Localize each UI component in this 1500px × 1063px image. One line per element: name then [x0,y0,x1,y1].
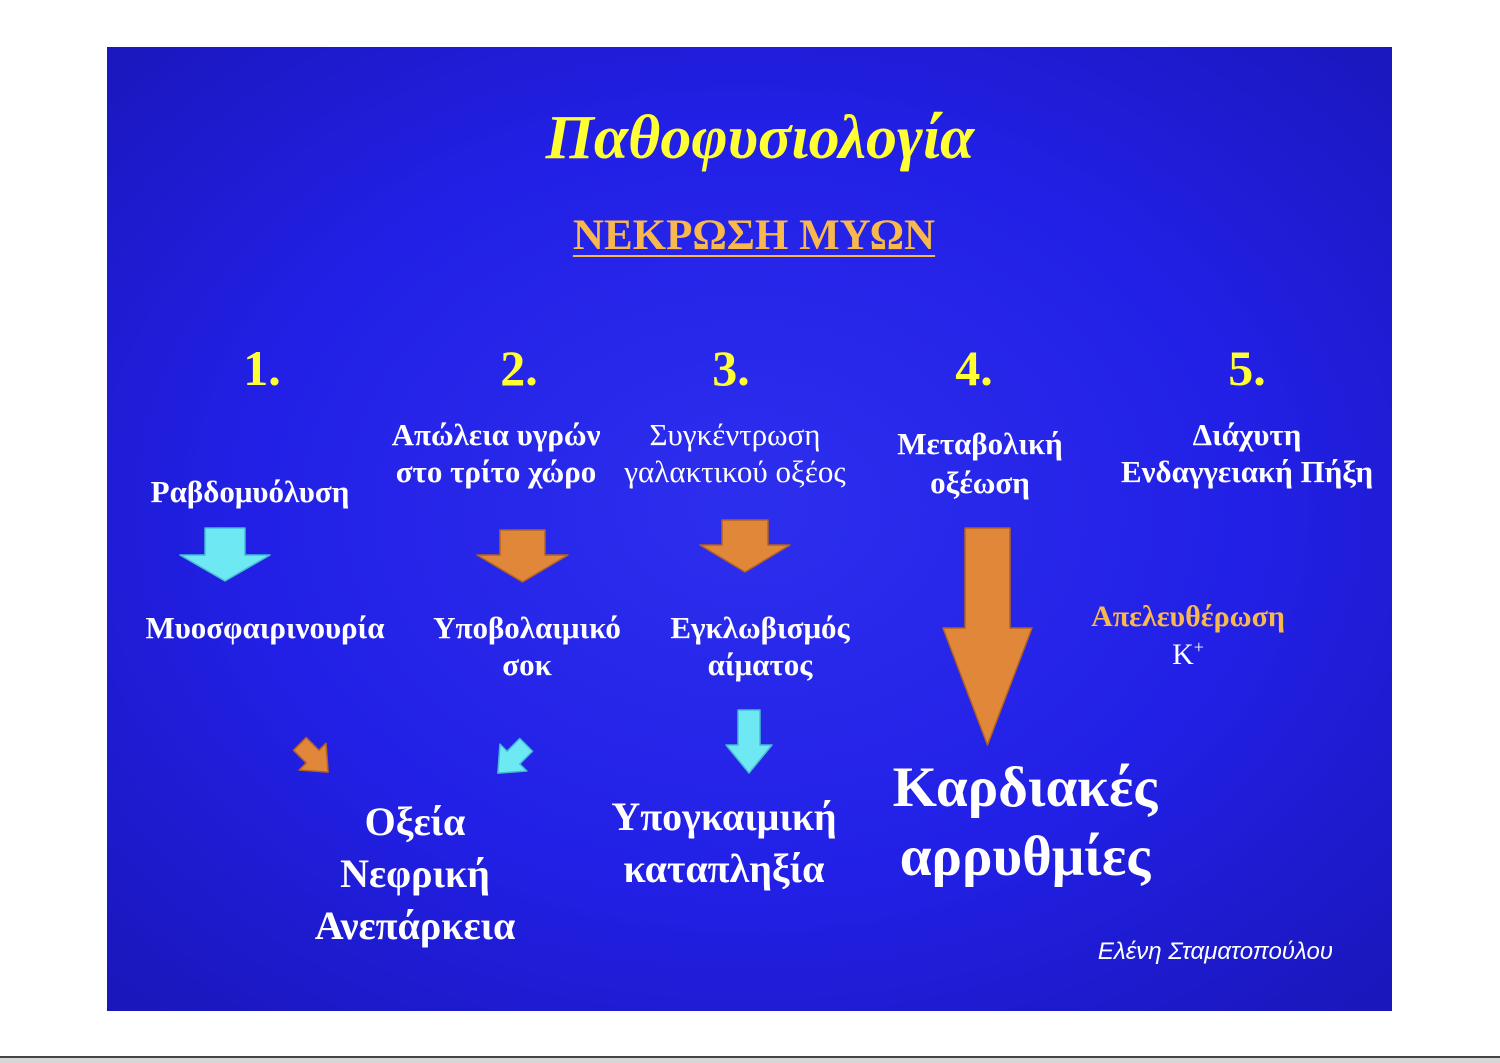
cause-line: Ραβδομυόλυση [150,474,350,509]
outcome-line: Ανεπάρκεια [314,903,516,948]
potassium-ion [1091,636,1285,674]
step-number-1: 1. [243,340,281,396]
arrow-shape [700,520,790,572]
cause-line: Συγκέντρωση [649,417,821,452]
cause-metabolic-acidosis [897,424,1063,502]
arrow-shape [943,528,1032,745]
step-number-2: 2. [500,340,538,396]
arrow-shape [180,528,270,581]
effect-line: Εγκλωβισμός [670,610,850,645]
diagonal-arrow-orange [286,730,341,785]
step-number-3: 3. [712,340,750,396]
cause-fluid-loss [392,416,601,490]
slide-title: Παθοφυσιολογία [545,104,975,172]
effect-blood-trapping [670,609,849,683]
effect-line: σοκ [502,647,552,682]
step-number-4: 4. [955,340,993,396]
viewer-bottom-strip [0,1058,1500,1063]
cause-line: στο τρίτο χώρο [395,454,597,489]
cause-rhabdomyolysis [151,473,350,510]
slide [107,47,1392,1011]
arrow-shape [286,730,341,785]
cause-dic [1121,416,1373,490]
ion-symbol: K [1172,638,1194,671]
effect-myoglobinuria [145,609,384,646]
step-number-5: 5. [1228,340,1266,396]
down-arrow-cyan-small [726,710,772,773]
outcome-hypovolemic-shock [611,791,836,895]
arrow-shape [477,530,568,582]
outcome-acute-renal-failure [315,796,516,952]
slide-subtitle: ΝΕΚΡΩΣΗ ΜΥΩΝ [572,212,936,259]
author-credit: Ελένη Σταματοπούλου [1097,938,1333,965]
effect-line: Υποβολαιμικό [433,610,621,645]
effect-hypovolemic-shock [433,609,621,683]
diagonal-arrow-cyan [484,731,539,786]
arrow-shape [726,710,772,773]
down-arrow-orange [477,530,568,582]
outcome-line: Υπογκαιμική [611,794,837,839]
cause-line: Ενδαγγειακή Πήξη [1120,454,1374,489]
potassium-release [1091,598,1285,674]
cause-line: Διάχυτη [1192,417,1302,452]
cause-line: οξέωση [930,465,1030,500]
outcome-line: Οξεία [364,799,466,844]
cause-lactic-acid [624,416,845,490]
arrow-shape [484,731,539,786]
down-arrow-cyan [180,528,270,581]
outcome-cardiac-arrhythmias [893,753,1158,891]
effect-line: αίματος [707,647,813,682]
cause-line: γαλακτικού οξέος [624,454,846,489]
outcome-line: Καρδιακές [892,756,1158,819]
down-arrow-orange [700,520,790,572]
ion-charge: + [1193,637,1204,657]
large-down-arrow-orange [943,528,1032,745]
cause-line: Απώλεια υγρών [391,417,601,452]
cause-line: Μεταβολική [897,426,1063,461]
effect-line: Μυοσφαιρινουρία [145,610,385,645]
outcome-line: αρρυθμίες [899,825,1151,888]
outcome-line: Νεφρική [340,851,490,896]
release-label: Απελευθέρωση [1091,600,1285,633]
outcome-line: καταπληξία [623,846,825,891]
